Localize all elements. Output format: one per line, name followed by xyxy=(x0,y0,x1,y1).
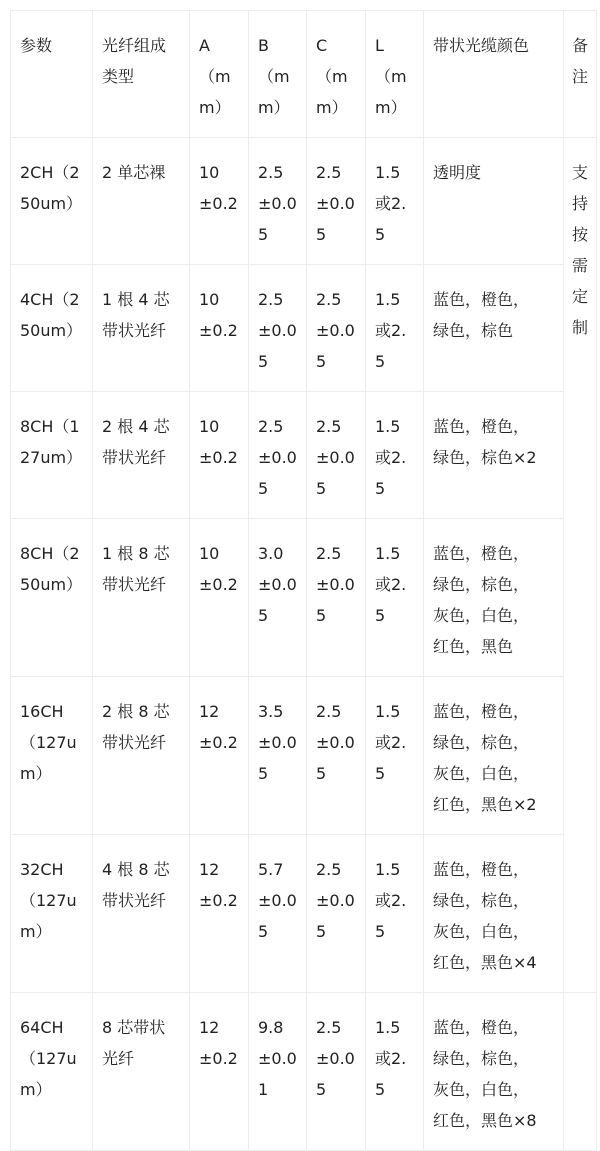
header-param: 参数 xyxy=(11,11,93,138)
table-row xyxy=(11,392,597,519)
cell-l: 1.5或2.5 xyxy=(366,265,424,392)
cell-a: 12±0.2 xyxy=(190,993,249,1151)
header-color: 带状光缆颜色 xyxy=(424,11,564,138)
cell-color: 蓝色，橙色， 绿色，棕色， 灰色，白色， 红色，黑色×4 xyxy=(424,835,564,993)
cell-c: 2.5±0.05 xyxy=(307,993,366,1151)
cell-param: 16CH（127um） xyxy=(11,677,93,835)
cell-c: 2.5±0.05 xyxy=(307,392,366,519)
spec-table xyxy=(10,10,597,1151)
cell-b: 2.5±0.05 xyxy=(249,392,307,519)
cell-param: 32CH（127um） xyxy=(11,835,93,993)
cell-b: 3.0±0.05 xyxy=(249,519,307,677)
cell-param: 4CH（250um） xyxy=(11,265,93,392)
cell-a: 10±0.2 xyxy=(190,519,249,677)
cell-type: 8 芯带状光纤 xyxy=(93,993,190,1151)
cell-type: 4 根 8 芯带状光纤 xyxy=(93,835,190,993)
cell-b: 5.7±0.05 xyxy=(249,835,307,993)
cell-b: 3.5±0.05 xyxy=(249,677,307,835)
header-l: L（mm） xyxy=(366,11,424,138)
cell-param: 2CH（250um） xyxy=(11,138,93,265)
cell-l: 1.5或2.5 xyxy=(366,138,424,265)
table-row xyxy=(11,993,597,1151)
cell-c: 2.5±0.05 xyxy=(307,677,366,835)
cell-a: 12±0.2 xyxy=(190,835,249,993)
cell-type: 2 根 8 芯带状光纤 xyxy=(93,677,190,835)
cell-color: 蓝色，橙色， 绿色，棕色， 灰色，白色， 红色，黑色 xyxy=(424,519,564,677)
cell-l: 1.5或2.5 xyxy=(366,835,424,993)
cell-c: 2.5±0.05 xyxy=(307,519,366,677)
cell-a: 10±0.2 xyxy=(190,138,249,265)
cell-l: 1.5或2.5 xyxy=(366,519,424,677)
cell-color: 透明度 xyxy=(424,138,564,265)
cell-type: 1 根 8 芯带状光纤 xyxy=(93,519,190,677)
table-row xyxy=(11,265,597,392)
cell-color: 蓝色，橙色， 绿色，棕色 xyxy=(424,265,564,392)
header-note: 备注 xyxy=(564,11,597,138)
cell-b: 2.5±0.05 xyxy=(249,265,307,392)
cell-type: 1 根 4 芯带状光纤 xyxy=(93,265,190,392)
cell-color: 蓝色，橙色， 绿色，棕色， 灰色，白色， 红色，黑色×2 xyxy=(424,677,564,835)
table-row xyxy=(11,519,597,677)
cell-l: 1.5或2.5 xyxy=(366,392,424,519)
cell-param: 64CH（127um） xyxy=(11,993,93,1151)
cell-type: 2 根 4 芯带状光纤 xyxy=(93,392,190,519)
cell-type: 2 单芯裸 xyxy=(93,138,190,265)
table-row xyxy=(11,677,597,835)
header-a: A（mm） xyxy=(190,11,249,138)
cell-a: 10±0.2 xyxy=(190,392,249,519)
note-cell: 支持按需定制 xyxy=(564,138,597,993)
cell-a: 12±0.2 xyxy=(190,677,249,835)
cell-c: 2.5±0.05 xyxy=(307,265,366,392)
cell-l: 1.5或2.5 xyxy=(366,993,424,1151)
header-b: B（mm） xyxy=(249,11,307,138)
table-row xyxy=(11,138,597,265)
table-row xyxy=(11,835,597,993)
cell-l: 1.5或2.5 xyxy=(366,677,424,835)
cell-b: 9.8±0.01 xyxy=(249,993,307,1151)
cell-param: 8CH（250um） xyxy=(11,519,93,677)
header-row xyxy=(11,11,597,138)
cell-color: 蓝色，橙色， 绿色，棕色×2 xyxy=(424,392,564,519)
header-type: 光纤组成类型 xyxy=(93,11,190,138)
cell-c: 2.5±0.05 xyxy=(307,138,366,265)
cell-a: 10±0.2 xyxy=(190,265,249,392)
cell-c: 2.5±0.05 xyxy=(307,835,366,993)
header-c: C（mm） xyxy=(307,11,366,138)
cell-param: 8CH（127um） xyxy=(11,392,93,519)
cell-color: 蓝色，橙色， 绿色，棕色， 灰色，白色， 红色，黑色×8 xyxy=(424,993,564,1151)
cell-b: 2.5±0.05 xyxy=(249,138,307,265)
empty-note-cell xyxy=(564,993,597,1151)
